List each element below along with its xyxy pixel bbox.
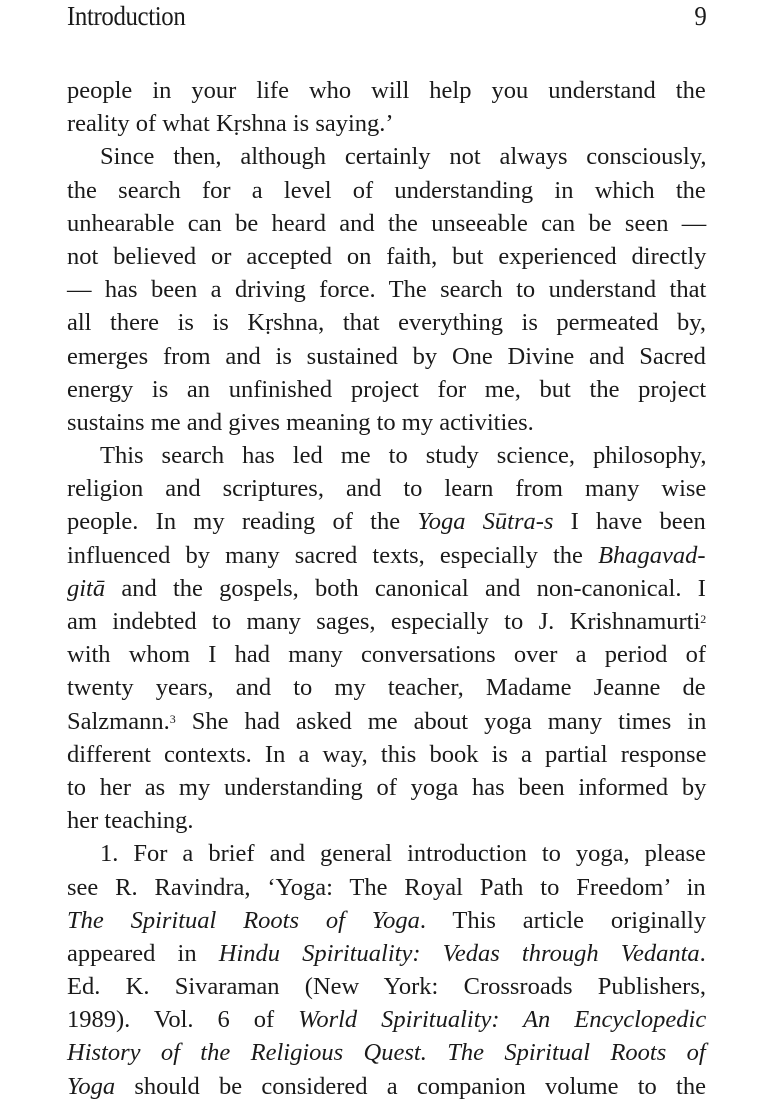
text-line xyxy=(67,505,706,538)
paragraph xyxy=(67,439,706,837)
italic-title: The Spiritual Roots of Yoga xyxy=(67,906,420,934)
line-content xyxy=(67,1003,706,1036)
text-line xyxy=(67,705,706,738)
line-content: with whom I had many conversations over a period of xyxy=(67,641,707,669)
text-run: should be considered a companion volume to the xyxy=(115,1072,706,1100)
text-line xyxy=(67,671,706,704)
line-content xyxy=(67,705,706,738)
text-line xyxy=(67,240,706,273)
text-run: 1989). Vol. 6 of xyxy=(67,1006,299,1034)
text-line xyxy=(67,373,706,406)
paragraph xyxy=(67,140,706,439)
line-content xyxy=(67,572,706,605)
text-line xyxy=(67,472,706,505)
text-line xyxy=(67,1003,706,1036)
line-content: to her as my understanding of yoga has been informed by xyxy=(67,773,707,801)
text-line xyxy=(67,937,706,970)
text-line xyxy=(67,871,706,904)
book-page xyxy=(67,0,707,1100)
text-run: and the gospels, both canonical and non-canonical. I xyxy=(105,574,706,602)
line-content xyxy=(67,1036,706,1069)
text-run: people. In my reading of the xyxy=(67,508,418,536)
page-number: 9 xyxy=(694,1,707,31)
text-line xyxy=(67,140,706,173)
line-content: see R. Ravindra, ‘Yoga: The Royal Path to Freedom’ in xyxy=(67,873,706,901)
line-content: reality of what Kṛshna is saying.’ xyxy=(67,110,394,138)
line-content: twenty years, and to my teacher, Madame Jeanne de xyxy=(67,674,706,702)
line-content: different contexts. In a way, this book is a partial response xyxy=(67,740,707,768)
chapter-title: Introduction xyxy=(67,1,186,31)
text-line xyxy=(67,340,706,373)
text-run: appeared in xyxy=(67,939,219,967)
line-content xyxy=(67,505,706,538)
text-run: influenced by many sacred texts, especially the xyxy=(67,541,599,569)
text-line xyxy=(67,605,706,638)
text-line xyxy=(67,771,706,804)
line-content: Ed. K. Sivaraman (New York: Crossroads Publishers, xyxy=(67,973,706,1001)
text-line xyxy=(67,207,706,240)
line-content: 1. For a brief and general introduction to yoga, please xyxy=(100,840,706,868)
body-text xyxy=(67,74,706,1103)
line-content: This search has led me to study science, philosophy, xyxy=(100,442,707,470)
text-line xyxy=(67,273,706,306)
line-content: emerges from and is sustained by One Divine and Sacred xyxy=(67,342,706,370)
text-run: She had asked me about yoga many times in xyxy=(175,707,707,735)
text-run: . xyxy=(699,939,706,967)
italic-title: Yoga xyxy=(67,1072,116,1100)
line-content: not believed or accepted on faith, but experienced directly xyxy=(67,242,707,270)
paragraph xyxy=(67,74,706,140)
text-line xyxy=(67,638,706,671)
text-line xyxy=(67,74,706,107)
text-line xyxy=(67,306,706,339)
text-line xyxy=(67,1036,706,1069)
line-content xyxy=(67,937,706,970)
footnote xyxy=(67,837,706,1103)
text-line xyxy=(67,837,706,870)
text-line xyxy=(67,572,706,605)
line-content: Since then, although certainly not always consciously, xyxy=(100,143,707,171)
line-content: her teaching. xyxy=(67,807,194,835)
line-content: all there is is Kṛshna, that everything is permeated by, xyxy=(67,309,707,337)
italic-title: Bhagavad- xyxy=(598,541,706,569)
line-content: unhearable can be heard and the unseeable can be seen — xyxy=(67,209,707,237)
line-content xyxy=(67,904,706,937)
text-run: I have been xyxy=(553,508,706,536)
text-line xyxy=(67,1070,706,1103)
italic-title: Yoga Sūtra-s xyxy=(417,508,554,536)
italic-title: World Spirituality: An Encyclopedic xyxy=(298,1006,707,1034)
text-line xyxy=(67,406,706,439)
footnote-marker: 3 xyxy=(169,711,176,726)
text-line xyxy=(67,107,706,140)
line-content xyxy=(67,605,706,638)
line-content xyxy=(67,539,706,572)
text-run: am indebted to many sages, especially to J. Krishnamurti xyxy=(67,608,701,635)
text-run: Salzmann. xyxy=(67,707,170,735)
text-line xyxy=(67,539,706,572)
italic-title: History of the Religious Quest. The Spiritual Roots of xyxy=(67,1039,706,1067)
line-content: energy is an unfinished project for me, but the project xyxy=(67,375,707,403)
line-content: sustains me and gives meaning to my activities. xyxy=(67,408,534,436)
line-content xyxy=(67,1070,706,1103)
text-run: . This article originally xyxy=(419,906,707,934)
text-line xyxy=(67,804,706,837)
line-content: religion and scriptures, and to learn from many wise xyxy=(67,475,707,503)
footnote-marker: 2 xyxy=(700,612,707,626)
italic-title: gitā xyxy=(67,574,106,602)
text-line xyxy=(67,904,706,937)
line-content: people in your life who will help you understand the xyxy=(67,77,706,104)
italic-title: Hindu Spirituality: Vedas through Vedanta xyxy=(218,939,700,967)
line-content: the search for a level of understanding in which the xyxy=(67,176,706,204)
text-line xyxy=(67,174,706,207)
running-head xyxy=(67,0,706,33)
text-line xyxy=(67,738,706,771)
text-line xyxy=(67,439,706,472)
text-line xyxy=(67,970,706,1003)
line-content: — has been a driving force. The search to understand that xyxy=(67,276,707,304)
